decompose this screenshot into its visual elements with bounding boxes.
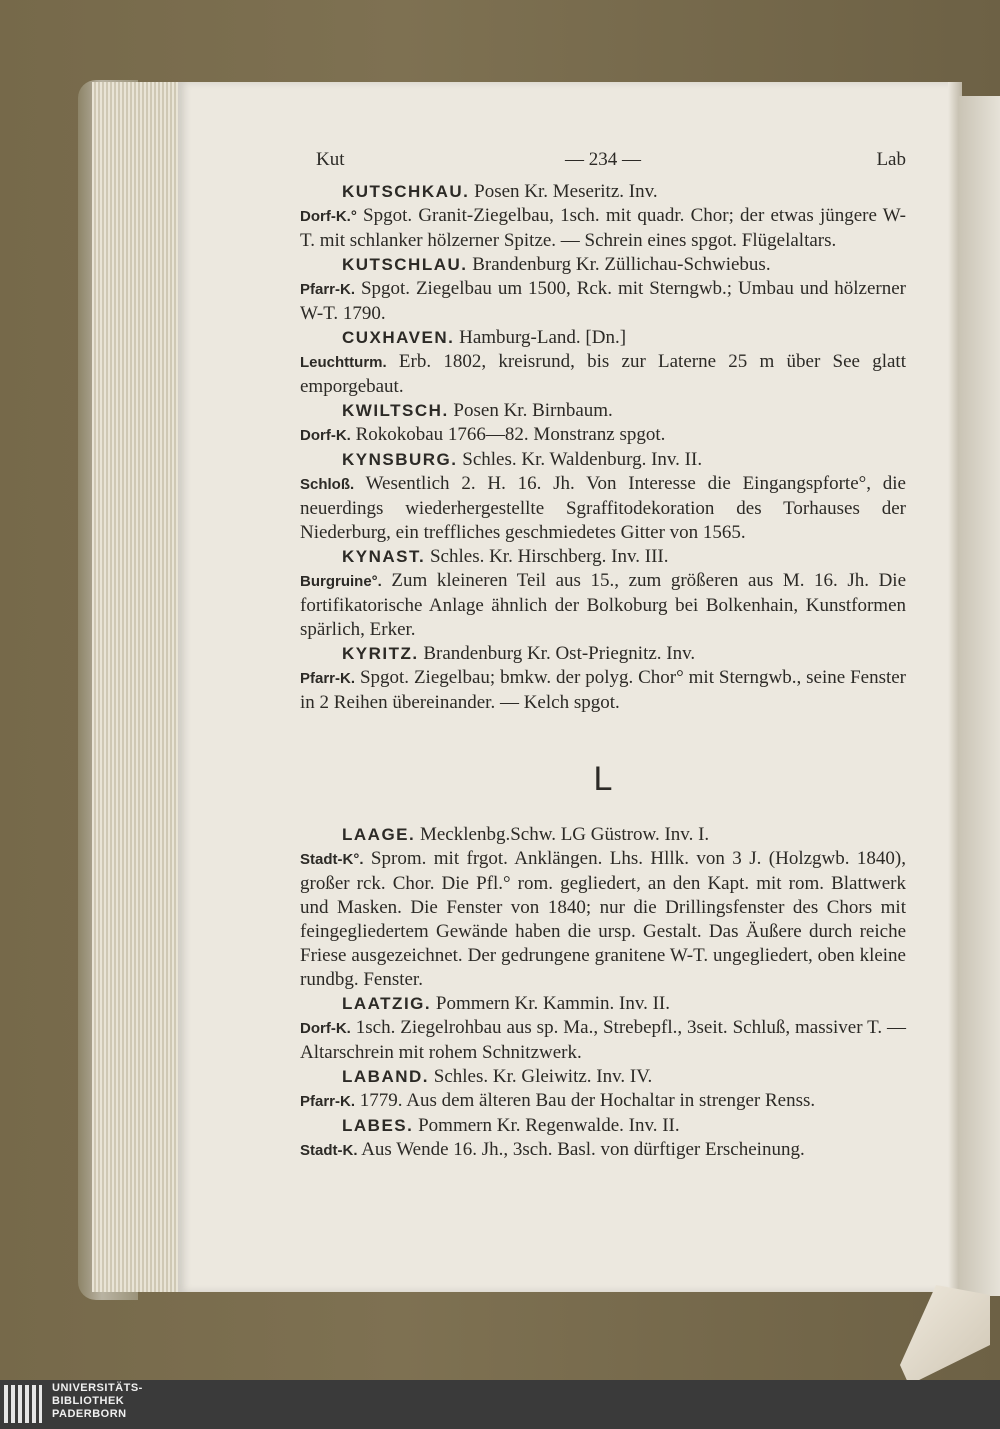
building-type: Stadt-K.	[300, 1142, 358, 1159]
place-name: LABES.	[342, 1116, 414, 1135]
entry-heading	[300, 253, 906, 277]
facing-page-edge	[958, 96, 1000, 1296]
region-text: Pommern Kr. Kammin. Inv. II.	[435, 993, 670, 1014]
place-name: KUTSCHLAU.	[342, 255, 468, 274]
entry-heading	[300, 642, 906, 666]
building-type: Pfarr-K.	[300, 281, 356, 298]
entry	[300, 253, 906, 326]
entry	[300, 992, 906, 1065]
entry-heading	[300, 992, 906, 1016]
entry-heading	[300, 399, 906, 423]
entry-description: Wesentlich 2. H. 16. Jh. Von Interesse die Eingangspforte°, die neuerdings wiederhergestellte Sgraffitodekoration des Torhauses der Niederburg, ein treffliches geschmiedetes Gitter von 1565.	[300, 473, 906, 543]
region-text: Posen Kr. Birnbaum.	[453, 400, 613, 421]
entry-heading	[300, 1114, 906, 1138]
place-name: KUTSCHKAU.	[342, 182, 470, 201]
library-name-line1: UNIVERSITÄTS-	[52, 1382, 143, 1394]
entry-description: 1779. Aus dem älteren Bau der Hochaltar in strenger Renss.	[359, 1090, 816, 1111]
region-text: Mecklenbg.Schw. LG Güstrow. Inv. I.	[419, 824, 710, 845]
entry-description: Spgot. Ziegelbau; bmkw. der polyg. Chor° mit Sterngwb., seine Fenster in 2 Reihen übereinander. — Kelch spgot.	[300, 667, 906, 713]
place-name: LAAGE.	[342, 825, 416, 844]
library-name-line3: PADERBORN	[52, 1408, 127, 1420]
region-text: Hamburg-Land. [Dn.]	[459, 327, 627, 348]
building-type: Stadt-K°.	[300, 851, 364, 868]
region-text: Brandenburg Kr. Züllichau-Schwiebus.	[472, 254, 771, 275]
entry-heading	[300, 545, 906, 569]
region-text: Schles. Kr. Waldenburg. Inv. II.	[462, 449, 703, 470]
place-name: KYRITZ.	[342, 644, 419, 663]
entry	[300, 1065, 906, 1114]
entry	[300, 448, 906, 545]
entry-heading	[300, 823, 906, 847]
entry	[300, 642, 906, 715]
place-name: KYNSBURG.	[342, 450, 458, 469]
region-text: Pommern Kr. Regenwalde. Inv. II.	[418, 1115, 680, 1136]
building-type: Dorf-K.	[300, 1020, 351, 1037]
building-type: Dorf-K.	[300, 427, 351, 444]
place-name: CUXHAVEN.	[342, 328, 455, 347]
place-name: LABAND.	[342, 1067, 429, 1086]
page-text	[300, 148, 906, 1163]
place-name: LAATZIG.	[342, 994, 432, 1013]
entry-description: Spgot. Granit-Ziegelbau, 1sch. mit quadr. Chor; der etwas jüngere W-T. mit schlanker hölzerner Spitze. — Schrein eines spgot. Flügelaltars.	[300, 205, 906, 251]
page-edges	[92, 82, 182, 1292]
region-text: Schles. Kr. Gleiwitz. Inv. IV.	[433, 1066, 653, 1087]
entry-heading	[300, 448, 906, 472]
building-type: Burgruine°.	[300, 573, 382, 590]
region-text: Posen Kr. Meseritz. Inv.	[474, 181, 658, 202]
entry-description: Aus Wende 16. Jh., 3sch. Basl. von dürftiger Erscheinung.	[361, 1139, 805, 1160]
place-name: KYNAST.	[342, 547, 426, 566]
entry	[300, 545, 906, 642]
entry-description: Rokokobau 1766—82. Monstranz spgot.	[355, 424, 666, 445]
entry-description: 1sch. Ziegelrohbau aus sp. Ma., Strebepfl., 3seit. Schluß, massiver T. — Altarschrein mit rohem Schnitzwerk.	[300, 1017, 906, 1063]
place-name: KWILTSCH.	[342, 401, 449, 420]
entry-description: Zum kleineren Teil aus 15., zum größeren aus M. 16. Jh. Die fortifikatorische Anlage ähnlich der Bolkoburg bei Bolkenhain, Kunstformen spärlich, Erker.	[300, 570, 907, 640]
entry	[300, 180, 906, 253]
running-header	[300, 148, 906, 176]
entry-heading	[300, 180, 906, 204]
entry	[300, 399, 906, 448]
entry	[300, 326, 906, 399]
entry	[300, 823, 906, 992]
entry-description: Spgot. Ziegelbau um 1500, Rck. mit Sterngwb.; Umbau und hölzerner W-T. 1790.	[300, 278, 906, 324]
entry-heading	[300, 1065, 906, 1089]
library-name	[52, 1382, 143, 1421]
building-type: Pfarr-K.	[300, 670, 356, 687]
library-logo-icon	[4, 1385, 42, 1423]
building-type: Dorf-K.°	[300, 208, 357, 225]
building-type: Pfarr-K.	[300, 1093, 356, 1110]
header-right: Lab	[876, 149, 906, 170]
entry-description: Sprom. mit frgot. Anklängen. Lhs. Hllk. von 3 J. (Holzgwb. 1840), großer rck. Chor. Die Pfl.° rom. gegliedert, an den Kapt. mit rom. Blattwerk und Masken. Die Fenster von 1840; nur die Drillingsfenster des Chors mit feingegliedertem Gewände haben die ursp. Gestalt. Das Äußere durch reiche Friese ausgezeichnet. Der gedrungene granitene W-T. ungegliedert, oben kleine rundbg. Fenster.	[300, 848, 906, 990]
page-number: — 234 —	[565, 149, 641, 170]
entry-description: Erb. 1802, kreisrund, bis zur Laterne 25 m über See glatt emporgebaut.	[300, 351, 906, 397]
region-text: Brandenburg Kr. Ost-Priegnitz. Inv.	[423, 643, 696, 664]
entry-heading	[300, 326, 906, 350]
entry	[300, 1114, 906, 1163]
building-type: Leuchtturm.	[300, 354, 387, 371]
entries-k	[300, 180, 906, 715]
header-left: Kut	[316, 149, 345, 170]
region-text: Schles. Kr. Hirschberg. Inv. III.	[429, 546, 669, 567]
entries-l	[300, 823, 906, 1163]
section-letter: L	[593, 760, 613, 798]
footer-bar	[0, 1380, 1000, 1429]
library-name-line2: BIBLIOTHEK	[52, 1395, 125, 1407]
building-type: Schloß.	[300, 476, 355, 493]
